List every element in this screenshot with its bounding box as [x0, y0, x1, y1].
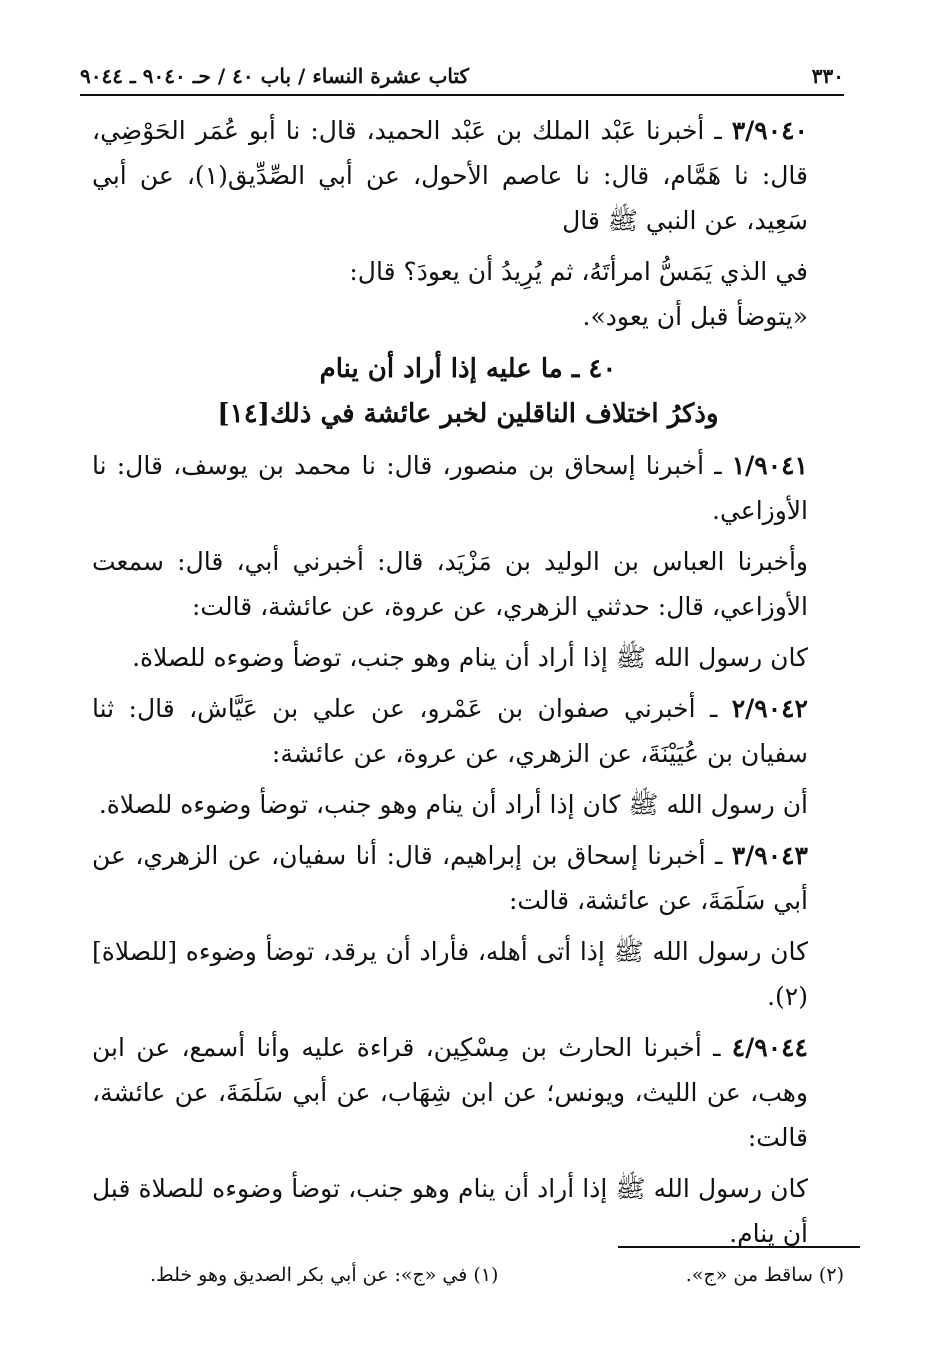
- hadith-ref: ٣/٩٠٤٣: [731, 841, 808, 870]
- page-number: ٣٣٠: [811, 64, 844, 88]
- hadith-9042-matn: أن رسول الله ﷺ كان إذا أراد أن ينام وهو جنب، توضأ وضوءه للصلاة.: [98, 790, 808, 819]
- hadith-isnad: ـ أخبرنا إسحاق بن إبراهيم، قال: أنا سفيان، عن الزهري، عن أبي سَلَمَةَ، عن عائشة، قالت:: [92, 841, 808, 915]
- hadith-9043: [92, 833, 844, 923]
- running-title: كتاب عشرة النساء / باب ٤٠ / حـ ٩٠٤٠ ـ ٩٠٤٤: [80, 64, 470, 88]
- hadith-isnad: ـ أخبرنا الحارث بن مِسْكِين، قراءة عليه وأنا أسمع، عن ابن وهب، عن الليث، ويونس؛ عن ابن شِهَاب، عن أبي سَلَمَةَ، عن عائشة، قالت:: [92, 1033, 808, 1152]
- page-body: [92, 108, 844, 1256]
- hadith-9042: [92, 686, 844, 776]
- page-header: [80, 58, 844, 94]
- footnotes: [150, 1264, 844, 1300]
- hadith-isnad: ـ أخبرني صفوان بن عَمْرو، عن علي بن عَيَّاش، قال: ثنا سفيان بن عُيَيْنَةَ، عن الزهري، عن عروة، عن عائشة:: [92, 694, 808, 768]
- footnote-rule: [618, 1246, 860, 1248]
- hadith-9040-answer: «يتوضأ قبل أن يعود».: [582, 302, 808, 331]
- hadith-ref: ٤/٩٠٤٤: [731, 1033, 808, 1062]
- hadith-9044: [92, 1025, 844, 1160]
- hadith-9041: [92, 443, 844, 533]
- hadith-9040: [92, 108, 844, 243]
- chapter-subheading: وذكرُ اختلاف الناقلين لخبر عائشة في ذلك[١٤]: [217, 399, 719, 429]
- hadith-9041-isnad-2: وأخبرنا العباس بن الوليد بن مَزْيَد، قال: أخبرني أبي، قال: سمعت الأوزاعي، قال: حدثني الزهري، عن عروة، عن عائشة، قالت:: [92, 547, 808, 621]
- header-rule: [80, 94, 844, 96]
- hadith-9040-question: في الذي يَمَسُّ امرأتَهُ، ثم يُرِيدُ أن يعودَ؟ قال:: [349, 257, 808, 286]
- hadith-ref: ١/٩٠٤١: [731, 451, 808, 480]
- hadith-9041-matn: كان رسول الله ﷺ إذا أراد أن ينام وهو جنب، توضأ وضوءه للصلاة.: [132, 643, 808, 672]
- hadith-isnad: ـ أخبرنا إسحاق بن منصور، قال: نا محمد بن يوسف، قال: نا الأوزاعي.: [92, 451, 808, 525]
- hadith-ref: ٣/٩٠٤٠: [731, 116, 808, 145]
- hadith-isnad: ـ أخبرنا عَبْد الملك بن عَبْد الحميد، قال: نا أبو عُمَر الحَوْضِي، قال: نا هَمَّام، قال: نا عاصم الأحول، عن أبي الصِّدِّيق(١)، عن أبي سَعِيد، عن النبي ﷺ قال: [92, 116, 808, 235]
- chapter-heading: ٤٠ ـ ما عليه إذا أراد أن ينام: [319, 354, 617, 384]
- footnote-2: (٢) ساقط من «ج».: [685, 1264, 844, 1286]
- footnote-1: (١) في «ج»: عن أبي بكر الصديق وهو خلط.: [150, 1264, 499, 1286]
- hadith-9044-matn: كان رسول الله ﷺ إذا أراد أن ينام وهو جنب، توضأ وضوءه للصلاة قبل أن ينام.: [92, 1174, 808, 1248]
- hadith-ref: ٢/٩٠٤٢: [731, 694, 808, 723]
- hadith-9043-matn: كان رسول الله ﷺ إذا أتى أهله، فأراد أن يرقد، توضأ وضوءه [للصلاة](٢).: [92, 937, 808, 1011]
